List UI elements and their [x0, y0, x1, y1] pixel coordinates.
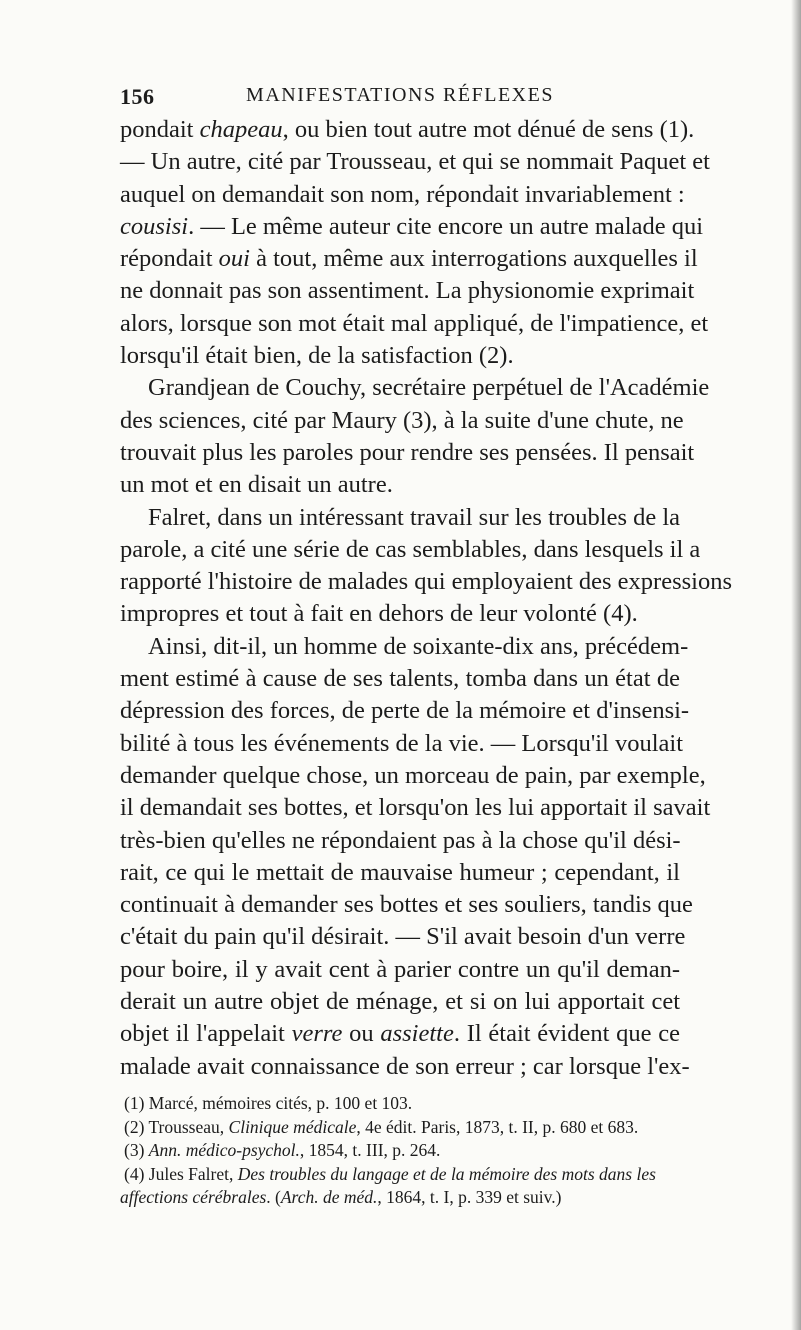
text-line: rait, ce qui le mettait de mauvaise humeur ; cependant, il: [120, 858, 680, 886]
text-line: Ainsi, dit-il, un homme de soixante-dix ans, précédem-: [148, 632, 689, 660]
text-line: ne donnait pas son assentiment. La physionomie exprimait: [120, 277, 695, 305]
text-line: ment estimé à cause de ses talents, tomba dans un état de: [120, 665, 680, 693]
text-line: cousisi. — Le même auteur cite encore un autre malade qui: [120, 212, 704, 240]
text-line: — Un autre, cité par Trousseau, et qui se nommait Paquet et: [120, 148, 710, 176]
text-line: trouvait plus les paroles pour rendre ses pensées. Il pensait: [120, 438, 695, 466]
text-line: objet il l'appelait verre ou assiette. Il était évident que ce: [120, 1020, 681, 1048]
page-number: 156: [120, 84, 155, 109]
text-line: lorsqu'il était bien, de la satisfaction (2).: [120, 342, 514, 370]
text-line: bilité à tous les événements de la vie. — Lorsqu'il voulait: [120, 729, 684, 757]
page-header: [120, 84, 680, 110]
footnote-line: (1) Marcé, mémoires cités, p. 100 et 103.: [124, 1093, 413, 1113]
text-line: continuait à demander ses bottes et ses souliers, tandis que: [120, 891, 693, 919]
footnotes: [120, 1092, 680, 1210]
text-line: Falret, dans un intéressant travail sur les troubles de la: [148, 503, 681, 531]
text-line: des sciences, cité par Maury (3), à la suite d'une chute, ne: [120, 406, 684, 434]
text-line: Grandjean de Couchy, secrétaire perpétuel de l'Académie: [148, 374, 710, 402]
text-line: demander quelque chose, un morceau de pain, par exemple,: [120, 761, 706, 789]
text-line: dépression des forces, de perte de la mémoire et d'insensi-: [120, 697, 690, 725]
footnote-line: (3) Ann. médico-psychol., 1854, t. III, p. 264.: [124, 1140, 441, 1160]
text-line: malade avait connaissance de son erreur ; car lorsque l'ex-: [120, 1052, 690, 1080]
page-edge-shadow: [791, 0, 801, 1330]
footnote-line: affections cérébrales. (Arch. de méd., 1864, t. I, p. 339 et suiv.): [120, 1187, 562, 1207]
text-line: il demandait ses bottes, et lorsqu'on les lui apportait il savait: [120, 794, 711, 822]
footnote-line: (4) Jules Falret, Des troubles du langage et de la mémoire des mots dans les: [124, 1163, 656, 1184]
text-line: pour boire, il y avait cent à parier contre un qu'il deman-: [120, 955, 680, 983]
running-title: MANIFESTATIONS RÉFLEXES: [246, 84, 554, 106]
footnote-line: (2) Trousseau, Clinique médicale, 4e édit. Paris, 1873, t. II, p. 680 et 683.: [124, 1116, 639, 1137]
text-line: un mot et en disait un autre.: [120, 471, 393, 499]
text-line: c'était du pain qu'il désirait. — S'il avait besoin d'un verre: [120, 923, 686, 951]
body-text: [120, 114, 732, 1083]
text-line: pondait chapeau, ou bien tout autre mot dénué de sens (1).: [120, 116, 695, 143]
text-line: très-bien qu'elles ne répondaient pas à la chose qu'il dési-: [120, 826, 681, 854]
text-line: rapporté l'histoire de malades qui employaient des expressions: [120, 568, 732, 596]
text-line: répondait oui à tout, même aux interrogations auxquelles il: [120, 245, 698, 273]
text-line: derait un autre objet de ménage, et si on lui apportait cet: [120, 988, 680, 1016]
text-line: impropres et tout à fait en dehors de leur volonté (4).: [120, 600, 638, 628]
text-line: parole, a cité une série de cas semblables, dans lesquels il a: [120, 535, 701, 563]
text-line: alors, lorsque son mot était mal appliqué, de l'impatience, et: [120, 309, 709, 337]
text-line: auquel on demandait son nom, répondait invariablement :: [120, 180, 685, 208]
